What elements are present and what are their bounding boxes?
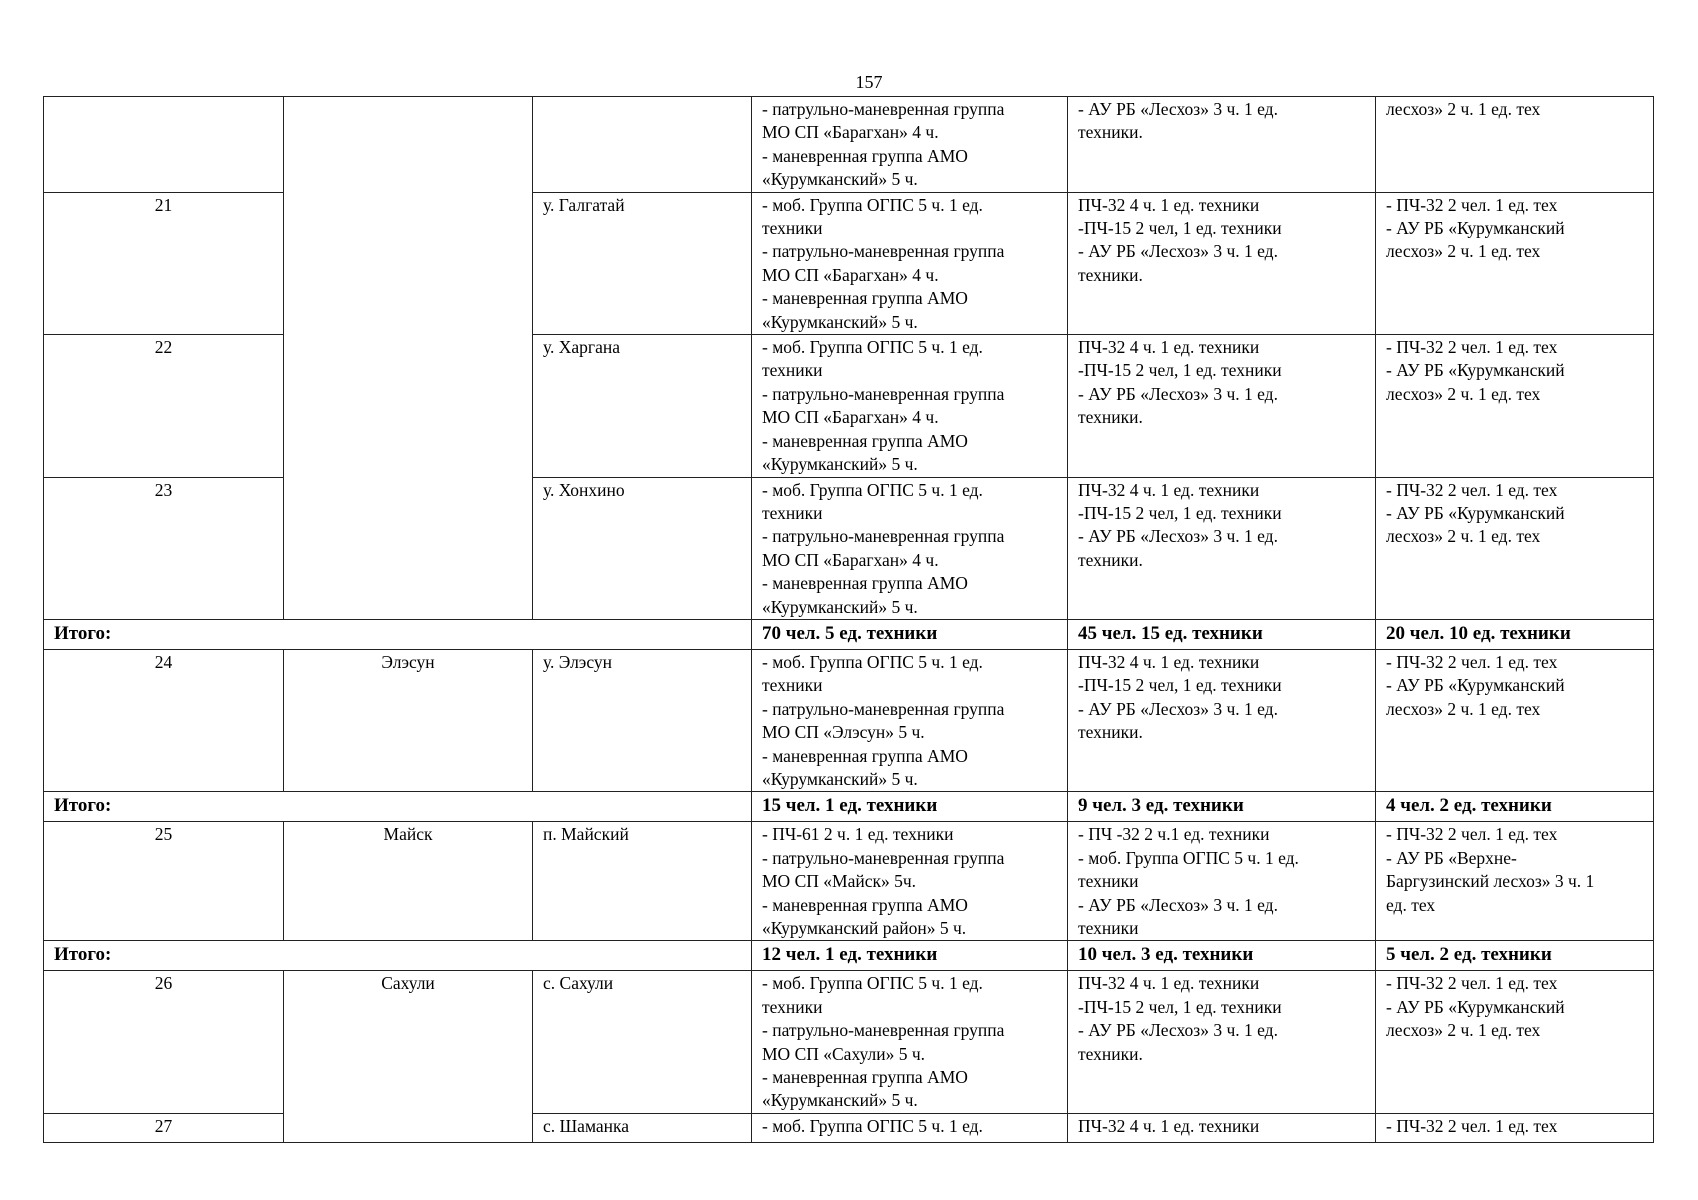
- row-number: 27: [44, 1113, 284, 1142]
- total-extra: 4 чел. 2 ед. техники: [1376, 792, 1654, 822]
- extra-cell: - ПЧ-32 2 чел. 1 ед. тех - АУ РБ «Курумканский лесхоз» 2 ч. 1 ед. тех: [1376, 971, 1654, 1113]
- page-number: 157: [855, 72, 883, 92]
- total-extra: 20 чел. 10 ед. техники: [1376, 619, 1654, 649]
- forces-cell: - моб. Группа ОГПС 5 ч. 1 ед. техники - патрульно-маневренная группа МО СП «Элэсун» 5 ч. - маневренная группа АМО «Курумканский» 5 ч.: [752, 649, 1068, 791]
- total-reserve: 45 чел. 15 ед. техники: [1068, 619, 1376, 649]
- forces-cell: - моб. Группа ОГПС 5 ч. 1 ед.: [752, 1113, 1068, 1142]
- forces-cell: - моб. Группа ОГПС 5 ч. 1 ед. техники - патрульно-маневренная группа МО СП «Барагхан» 4 ч. - маневренная группа АМО «Курумканский» 5 ч.: [752, 477, 1068, 619]
- reserve-cell: - АУ РБ «Лесхоз» 3 ч. 1 ед. техники.: [1068, 97, 1376, 193]
- reserve-cell: - ПЧ -32 2 ч.1 ед. техники - моб. Группа ОГПС 5 ч. 1 ед. техники - АУ РБ «Лесхоз» 3 ч. 1 ед. техники: [1068, 822, 1376, 941]
- total-extra: 5 чел. 2 ед. техники: [1376, 941, 1654, 971]
- extra-cell: - ПЧ-32 2 чел. 1 ед. тех - АУ РБ «Курумканский лесхоз» 2 ч. 1 ед. тех: [1376, 192, 1654, 334]
- reserve-cell: ПЧ-32 4 ч. 1 ед. техники: [1068, 1113, 1376, 1142]
- reserve-cell: ПЧ-32 4 ч. 1 ед. техники -ПЧ-15 2 чел, 1 ед. техники - АУ РБ «Лесхоз» 3 ч. 1 ед. техники.: [1068, 335, 1376, 477]
- locality-cell: п. Майский: [533, 822, 752, 941]
- settlement-cell: Элэсун: [284, 649, 533, 791]
- total-label: Итого:: [44, 619, 752, 649]
- forces-cell: - патрульно-маневренная группа МО СП «Барагхан» 4 ч. - маневренная группа АМО «Курумканский» 5 ч.: [752, 97, 1068, 193]
- total-label: Итого:: [44, 941, 752, 971]
- extra-cell: - ПЧ-32 2 чел. 1 ед. тех: [1376, 1113, 1654, 1142]
- extra-cell: - ПЧ-32 2 чел. 1 ед. тех - АУ РБ «Курумканский лесхоз» 2 ч. 1 ед. тех: [1376, 649, 1654, 791]
- row-number: 26: [44, 971, 284, 1113]
- locality-cell: [533, 97, 752, 193]
- table-row: [44, 971, 1654, 1113]
- reserve-cell: ПЧ-32 4 ч. 1 ед. техники -ПЧ-15 2 чел, 1 ед. техники - АУ РБ «Лесхоз» 3 ч. 1 ед. техники.: [1068, 192, 1376, 334]
- extra-cell: - ПЧ-32 2 чел. 1 ед. тех - АУ РБ «Курумканский лесхоз» 2 ч. 1 ед. тех: [1376, 335, 1654, 477]
- locality-cell: у. Хонхино: [533, 477, 752, 619]
- settlement-cell: [284, 97, 533, 620]
- total-label: Итого:: [44, 792, 752, 822]
- extra-cell: - ПЧ-32 2 чел. 1 ед. тех - АУ РБ «Верхне- Баргузинский лесхоз» 3 ч. 1 ед. тех: [1376, 822, 1654, 941]
- row-number: 21: [44, 192, 284, 334]
- table-row: [44, 649, 1654, 791]
- reserve-cell: ПЧ-32 4 ч. 1 ед. техники -ПЧ-15 2 чел, 1 ед. техники - АУ РБ «Лесхоз» 3 ч. 1 ед. техники.: [1068, 649, 1376, 791]
- total-forces: 15 чел. 1 ед. техники: [752, 792, 1068, 822]
- settlement-cell: Сахули: [284, 971, 533, 1142]
- row-number: 23: [44, 477, 284, 619]
- reserve-cell: ПЧ-32 4 ч. 1 ед. техники -ПЧ-15 2 чел, 1 ед. техники - АУ РБ «Лесхоз» 3 ч. 1 ед. техники.: [1068, 971, 1376, 1113]
- forces-cell: - моб. Группа ОГПС 5 ч. 1 ед. техники - патрульно-маневренная группа МО СП «Барагхан» 4 ч. - маневренная группа АМО «Курумканский» 5 ч.: [752, 335, 1068, 477]
- total-reserve: 10 чел. 3 ед. техники: [1068, 941, 1376, 971]
- row-number: 25: [44, 822, 284, 941]
- locality-cell: у. Харгана: [533, 335, 752, 477]
- forces-cell: - моб. Группа ОГПС 5 ч. 1 ед. техники - патрульно-маневренная группа МО СП «Сахули» 5 ч. - маневренная группа АМО «Курумканский» 5 ч.: [752, 971, 1068, 1113]
- locality-cell: с. Шаманка: [533, 1113, 752, 1142]
- locality-cell: у. Элэсун: [533, 649, 752, 791]
- forces-cell: - ПЧ-61 2 ч. 1 ед. техники - патрульно-маневренная группа МО СП «Майск» 5ч. - маневренная группа АМО «Курумканский район» 5 ч.: [752, 822, 1068, 941]
- total-row: [44, 619, 1654, 649]
- extra-cell: лесхоз» 2 ч. 1 ед. тех: [1376, 97, 1654, 193]
- resource-table: [43, 96, 1654, 1143]
- total-forces: 70 чел. 5 ед. техники: [752, 619, 1068, 649]
- total-row: [44, 941, 1654, 971]
- reserve-cell: ПЧ-32 4 ч. 1 ед. техники -ПЧ-15 2 чел, 1 ед. техники - АУ РБ «Лесхоз» 3 ч. 1 ед. техники.: [1068, 477, 1376, 619]
- locality-cell: с. Сахули: [533, 971, 752, 1113]
- total-row: [44, 792, 1654, 822]
- row-number: 22: [44, 335, 284, 477]
- row-number: [44, 97, 284, 193]
- total-forces: 12 чел. 1 ед. техники: [752, 941, 1068, 971]
- row-number: 24: [44, 649, 284, 791]
- locality-cell: у. Галгатай: [533, 192, 752, 334]
- table-row: [44, 822, 1654, 941]
- settlement-cell: Майск: [284, 822, 533, 941]
- extra-cell: - ПЧ-32 2 чел. 1 ед. тех - АУ РБ «Курумканский лесхоз» 2 ч. 1 ед. тех: [1376, 477, 1654, 619]
- total-reserve: 9 чел. 3 ед. техники: [1068, 792, 1376, 822]
- forces-cell: - моб. Группа ОГПС 5 ч. 1 ед. техники - патрульно-маневренная группа МО СП «Барагхан» 4 ч. - маневренная группа АМО «Курумканский» 5 ч.: [752, 192, 1068, 334]
- table-row: [44, 97, 1654, 193]
